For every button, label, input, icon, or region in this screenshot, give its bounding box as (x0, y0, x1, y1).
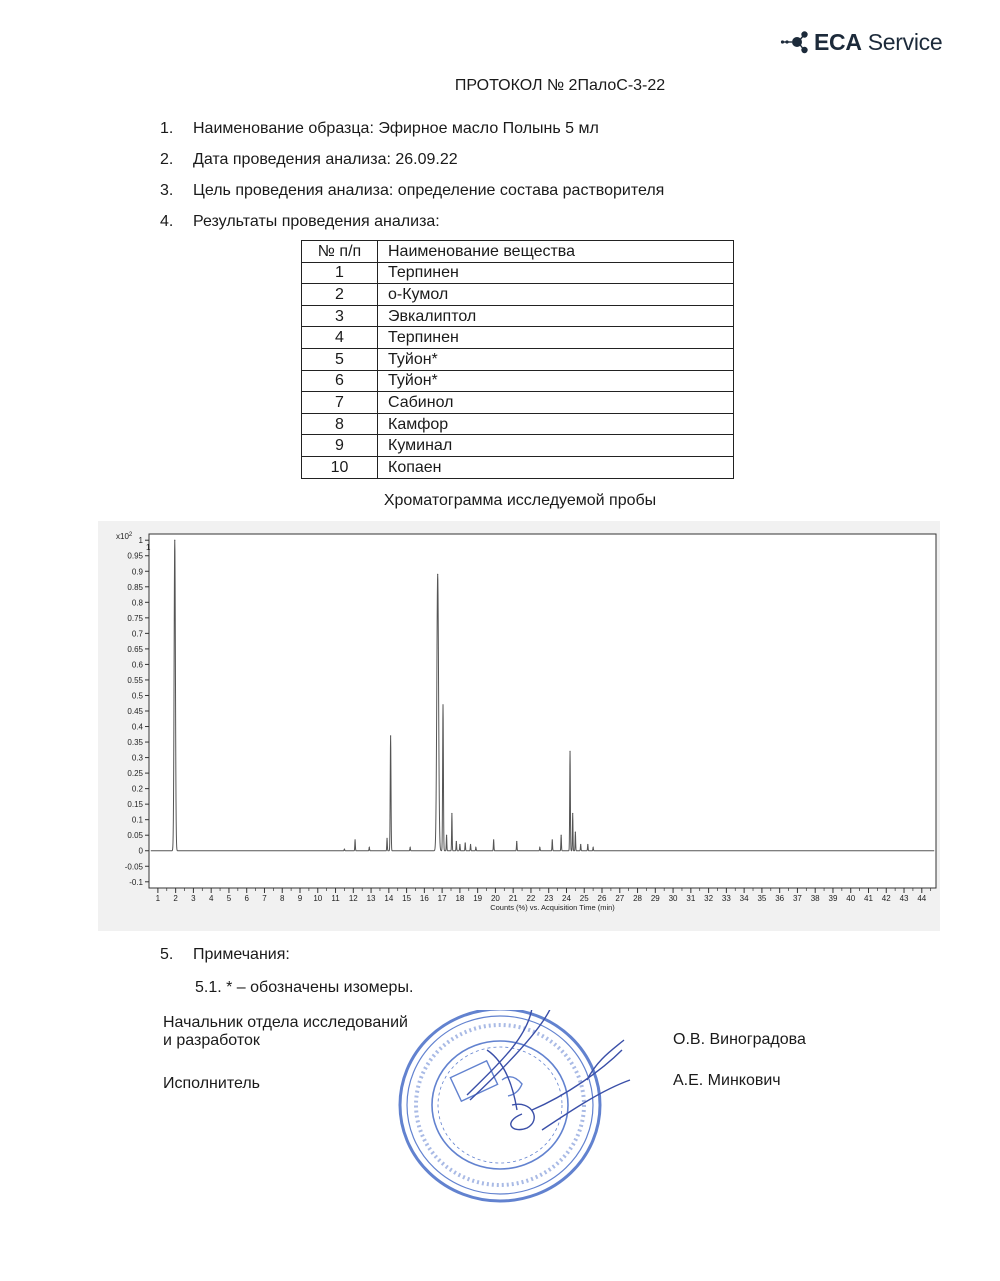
substance-name: о-Кумол (378, 284, 734, 306)
y-tick-label: 0.6 (131, 660, 143, 670)
signatory-name-head: О.В. Виноградова (673, 1031, 806, 1048)
peak-apex (572, 813, 573, 814)
table-header-row (302, 241, 734, 263)
peak-apex (539, 847, 540, 848)
row-number: 1 (302, 262, 378, 284)
row-number: 3 (302, 305, 378, 327)
x-tick-label: 2 (173, 894, 178, 903)
peak-apex (386, 838, 387, 839)
x-tick-label: 33 (721, 894, 731, 903)
x-tick-label: 44 (917, 894, 927, 903)
table-row (302, 284, 734, 306)
table-row (302, 435, 734, 457)
peak-apex (587, 844, 588, 845)
x-tick-label: 25 (579, 894, 589, 903)
row-number: 7 (302, 392, 378, 414)
row-number: 9 (302, 435, 378, 457)
x-tick-label: 9 (297, 894, 303, 903)
x-tick-label: 23 (544, 894, 554, 903)
peak-apex (459, 844, 460, 845)
x-tick-label: 8 (280, 894, 285, 903)
column-header-substance: Наименование вещества (378, 241, 734, 263)
x-tick-label: 41 (864, 894, 873, 903)
peak-apex (451, 813, 452, 814)
y-tick-label: 0.15 (127, 800, 143, 810)
row-number: 4 (302, 327, 378, 349)
y-tick-label: 0.85 (127, 582, 143, 592)
peak-apex (493, 839, 494, 840)
column-header-number: № п/п (302, 241, 378, 263)
x-tick-label: 7 (262, 894, 267, 903)
y-tick-label: 0.65 (127, 644, 143, 654)
item-results: 4. Результаты проведения анализа: (160, 213, 440, 230)
molecule-icon (780, 29, 810, 55)
item-analysis-date: 2. Дата проведения анализа: 26.09.22 (160, 151, 458, 168)
peak-apex (552, 839, 553, 840)
x-tick-label: 30 (668, 894, 678, 903)
x-tick-label: 42 (881, 894, 891, 903)
table-row (302, 262, 734, 284)
company-seal (392, 1010, 632, 1225)
x-tick-label: 11 (331, 894, 340, 903)
y-tick-label: 0.45 (127, 707, 143, 716)
peak-apex (593, 847, 594, 848)
row-number: 5 (302, 348, 378, 370)
y-tick-label: 0.7 (131, 629, 143, 639)
peak-apex (174, 540, 175, 541)
x-tick-label: 40 (846, 894, 856, 903)
x-tick-label: 34 (739, 894, 749, 903)
table-row (302, 348, 734, 370)
row-number: 2 (302, 284, 378, 306)
peak-apex (437, 574, 438, 575)
x-tick-label: 31 (686, 894, 696, 903)
x-tick-label: 19 (473, 894, 483, 903)
substance-name: Камфор (378, 413, 734, 435)
x-tick-label: 28 (633, 894, 642, 903)
y-tick-label: 0.75 (127, 613, 143, 623)
y-tick-label: 0.9 (131, 567, 143, 577)
y-tick-label: 0.3 (131, 753, 143, 763)
substance-name: Терпинен (378, 262, 734, 284)
table-row (302, 370, 734, 392)
row-number: 6 (302, 370, 378, 392)
x-tick-label: 3 (191, 894, 196, 903)
x-tick-label: 38 (810, 894, 820, 903)
peak-apex (410, 847, 411, 848)
peak-apex (575, 832, 576, 833)
y-tick-label: -0.1 (129, 877, 143, 887)
y-tick-label: 1 (138, 536, 143, 546)
peak-apex (561, 835, 562, 836)
substance-name: Туйон* (378, 348, 734, 370)
y-scale-label: $x10^2$ (116, 532, 133, 541)
row-number: 10 (302, 456, 378, 478)
table-row (302, 327, 734, 349)
peak-apex (369, 847, 370, 848)
notes-text: 5.1. * – обозначены изомеры. (195, 979, 414, 996)
substance-name: Терпинен (378, 327, 734, 349)
y-tick-label: 0 (138, 846, 143, 856)
y-tick-label: 0.25 (127, 769, 143, 779)
x-tick-label: 15 (402, 894, 412, 903)
peak-apex (465, 842, 466, 843)
table-row (302, 305, 734, 327)
peak-apex (569, 751, 570, 752)
x-tick-label: 29 (650, 894, 660, 903)
substance-name: Туйон* (378, 370, 734, 392)
x-tick-label: 4 (208, 894, 214, 903)
y-tick-label: -0.05 (124, 862, 143, 872)
x-tick-label: 36 (775, 894, 785, 903)
peak-apex (446, 835, 447, 836)
peak-apex (354, 839, 355, 840)
y-tick-label: 0.2 (131, 784, 143, 794)
table-row (302, 456, 734, 478)
x-tick-label: 20 (490, 894, 500, 903)
y-tick-label: 0.55 (127, 675, 143, 685)
x-tick-label: 10 (313, 894, 323, 903)
item-analysis-goal: 3. Цель проведения анализа: определение состава растворителя (160, 182, 665, 199)
signatory-name-executor: А.Е. Минкович (673, 1072, 781, 1089)
x-tick-label: 18 (455, 894, 465, 903)
x-tick-label: 5 (226, 894, 232, 903)
x-tick-label: 35 (757, 894, 767, 903)
x-tick-label: 21 (508, 894, 518, 903)
x-axis-title: Counts (%) vs. Acquisition Time (min) (490, 903, 615, 912)
peak-apex (442, 704, 443, 705)
substance-name: Сабинол (378, 392, 734, 414)
x-tick-label: 16 (419, 894, 429, 903)
x-tick-label: 32 (704, 894, 714, 903)
substance-name: Куминал (378, 435, 734, 457)
item-sample-name: 1. Наименование образца: Эфирное масло Полынь 5 мл (160, 120, 599, 137)
peak-apex (470, 844, 471, 845)
chromatogram-plot (98, 521, 940, 931)
x-tick-label: 39 (828, 894, 838, 903)
x-tick-label: 43 (899, 894, 909, 903)
x-tick-label: 26 (597, 894, 607, 903)
company-logo (780, 27, 942, 57)
table-row (302, 413, 734, 435)
x-tick-label: 17 (437, 894, 447, 903)
y-tick-label: 0.4 (131, 722, 143, 732)
table-row (302, 392, 734, 414)
series-label: 1 (146, 543, 151, 552)
x-tick-label: 14 (384, 894, 394, 903)
x-tick-label: 27 (615, 894, 625, 903)
x-tick-label: 13 (366, 894, 376, 903)
peak-apex (390, 735, 391, 736)
plot-frame (149, 534, 936, 888)
x-tick-label: 24 (562, 894, 571, 903)
x-tick-label: 6 (244, 894, 249, 903)
y-tick-label: 0.05 (127, 831, 143, 841)
chromatogram-caption: Хроматограмма исследуемой пробы (383, 492, 657, 509)
substance-name: Копаен (378, 456, 734, 478)
signatory-role-executor: Исполнитель (163, 1075, 261, 1092)
x-tick-label: 37 (792, 894, 802, 903)
peak-apex (580, 844, 581, 845)
peak-apex (475, 847, 476, 848)
peak-apex (516, 841, 517, 842)
logo-wordmark: ECA Service (814, 28, 943, 55)
y-tick-label: 0.8 (131, 598, 143, 608)
y-tick-label: 0.1 (131, 815, 143, 825)
notes-heading: 5. Примечания: (160, 946, 290, 963)
substance-name: Эвкалиптол (378, 305, 734, 327)
peak-apex (344, 849, 345, 850)
x-tick-label: 1 (155, 894, 161, 903)
chromatogram (98, 521, 940, 931)
peak-apex (456, 841, 457, 842)
x-tick-label: 12 (348, 894, 358, 903)
document-title: ПРОТОКОЛ № 2ПалоС-3-22 (454, 77, 666, 94)
y-tick-label: 0.95 (127, 551, 143, 561)
results-table (301, 240, 734, 479)
y-tick-label: 0.5 (131, 691, 143, 701)
row-number: 8 (302, 413, 378, 435)
x-tick-label: 22 (526, 894, 536, 903)
y-tick-label: 0.35 (127, 738, 143, 748)
signatory-role-head: Начальник отдела исследований и разработок (163, 1014, 408, 1049)
